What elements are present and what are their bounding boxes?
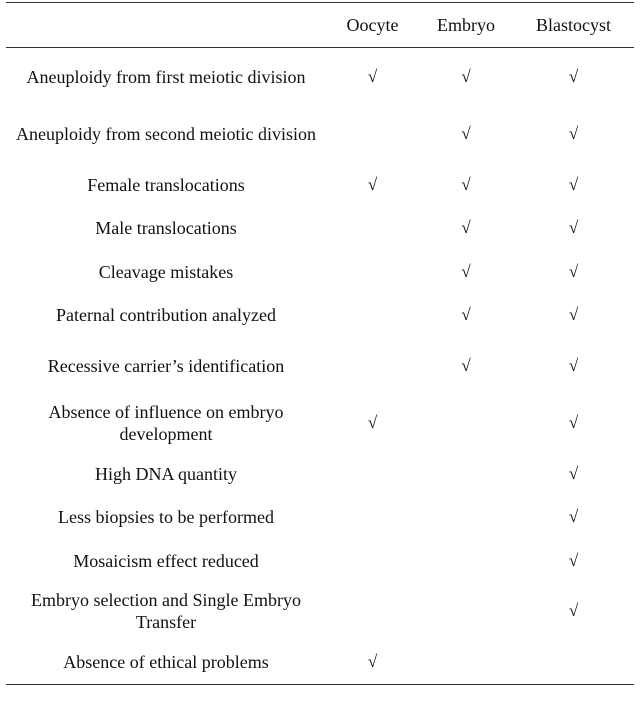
- row-label: Recessive carrier’s identification: [47, 355, 285, 376]
- table-row: [6, 539, 634, 583]
- row-label: Paternal contribution analyzed: [56, 305, 276, 326]
- table-row: [6, 395, 634, 453]
- blastocyst-check: √: [568, 550, 579, 570]
- header-blastocyst: Blastocyst: [536, 14, 611, 35]
- embryo-check: [419, 640, 513, 684]
- table-row: [6, 106, 634, 164]
- row-label: Female translocations: [87, 174, 245, 195]
- embryo-check: [419, 539, 513, 583]
- table-row: [6, 337, 634, 395]
- embryo-check: √: [461, 218, 471, 238]
- embryo-check: [419, 395, 513, 453]
- comparison-table: [6, 3, 634, 47]
- blastocyst-check: √: [568, 174, 579, 194]
- table-row: [6, 452, 634, 496]
- blastocyst-check: √: [568, 305, 579, 325]
- oocyte-check: [326, 106, 419, 164]
- blastocyst-check: √: [568, 66, 579, 86]
- table-row: [6, 207, 634, 251]
- row-label: Male translocations: [95, 218, 237, 239]
- row-label: Embryo selection and Single Embryo Transfer: [31, 590, 301, 633]
- comparison-table-container: [6, 2, 634, 685]
- table-row: [6, 640, 634, 684]
- table-row: [6, 294, 634, 338]
- oocyte-check: [326, 452, 419, 496]
- embryo-check: √: [461, 305, 471, 325]
- row-label: Mosaicism effect reduced: [73, 550, 259, 571]
- blastocyst-check: √: [568, 507, 579, 527]
- oocyte-check: √: [367, 651, 378, 671]
- table-row: [6, 163, 634, 207]
- embryo-check: √: [461, 66, 471, 86]
- embryo-check: [419, 496, 513, 540]
- header-empty: [6, 3, 326, 47]
- header-oocyte: Oocyte: [346, 14, 399, 35]
- table-row: [6, 250, 634, 294]
- comparison-table-body: [6, 48, 634, 684]
- row-label: Absence of ethical problems: [63, 651, 269, 672]
- row-label: Less biopsies to be performed: [58, 507, 274, 528]
- embryo-check: [419, 452, 513, 496]
- oocyte-check: √: [367, 413, 378, 433]
- blastocyst-check: √: [568, 463, 579, 483]
- table-row: [6, 48, 634, 106]
- oocyte-check: [326, 250, 419, 294]
- blastocyst-check: √: [568, 124, 579, 144]
- oocyte-check: √: [367, 66, 378, 86]
- blastocyst-check: √: [568, 218, 579, 238]
- embryo-check: √: [461, 355, 471, 375]
- oocyte-check: [326, 294, 419, 338]
- header-row: [6, 3, 634, 47]
- oocyte-check: √: [367, 174, 378, 194]
- blastocyst-check: √: [568, 413, 579, 433]
- embryo-check: √: [461, 124, 471, 144]
- embryo-check: [419, 583, 513, 641]
- row-label: Aneuploidy from second meiotic division: [16, 124, 316, 145]
- table-row: [6, 496, 634, 540]
- blastocyst-check: √: [568, 261, 579, 281]
- embryo-check: √: [461, 174, 471, 194]
- oocyte-check: [326, 337, 419, 395]
- table-row: [6, 583, 634, 641]
- bottom-rule: [6, 684, 634, 685]
- row-label: High DNA quantity: [95, 463, 237, 484]
- header-embryo: Embryo: [437, 14, 495, 35]
- row-label: Cleavage mistakes: [98, 261, 234, 282]
- oocyte-check: [326, 496, 419, 540]
- embryo-check: √: [461, 261, 471, 281]
- blastocyst-check: [513, 640, 634, 684]
- blastocyst-check: √: [568, 601, 579, 621]
- row-label: Absence of influence on embryo development: [48, 402, 284, 445]
- oocyte-check: [326, 583, 419, 641]
- row-label: Aneuploidy from first meiotic division: [26, 66, 306, 87]
- oocyte-check: [326, 539, 419, 583]
- blastocyst-check: √: [568, 355, 579, 375]
- oocyte-check: [326, 207, 419, 251]
